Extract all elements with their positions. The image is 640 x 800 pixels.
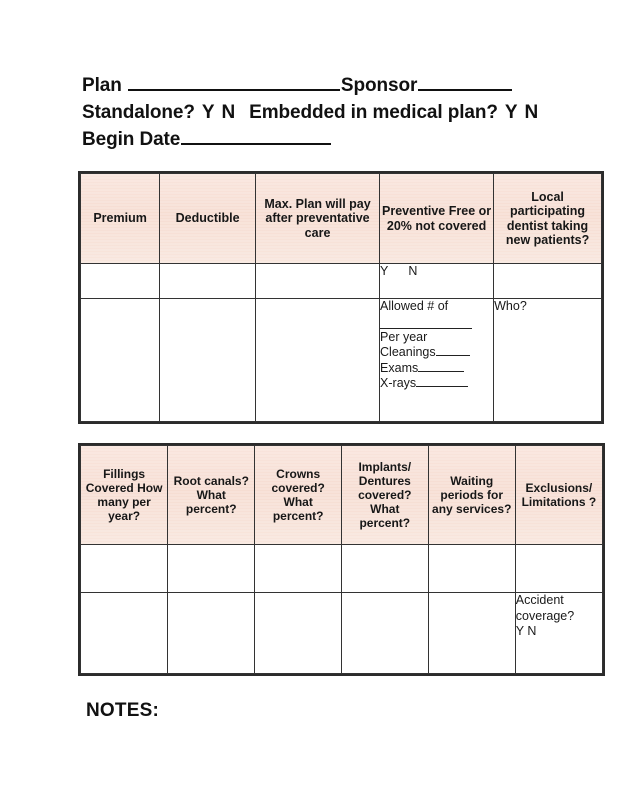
cell-waiting-periods-2[interactable] xyxy=(428,593,515,674)
accident-label-line1: Accident xyxy=(515,593,564,607)
table-header-row xyxy=(81,174,602,264)
accident-no-option[interactable]: N xyxy=(527,624,537,638)
sponsor-input-rule[interactable] xyxy=(418,74,512,91)
column-header-crowns: Crowns covered? What percent? xyxy=(255,446,342,545)
cell-exclusions-1[interactable] xyxy=(515,545,602,593)
cell-root-canals-2[interactable] xyxy=(168,593,255,674)
embedded-label: Embedded in medical plan? xyxy=(249,102,498,123)
begin-date-input-rule[interactable] xyxy=(181,128,331,145)
preventive-no-option[interactable]: N xyxy=(408,264,418,279)
cell-deductible-2[interactable] xyxy=(160,299,256,422)
standalone-no-option[interactable]: N xyxy=(221,102,236,123)
cell-max-plan-pay-1[interactable] xyxy=(256,264,380,299)
cell-fillings-2[interactable] xyxy=(81,593,168,674)
column-header-root-canals: Root canals? What percent? xyxy=(168,446,255,545)
exams-input-rule[interactable] xyxy=(418,361,464,372)
column-header-local-dentist: Local participating dentist taking new patients? xyxy=(494,174,602,264)
cleanings-input-rule[interactable] xyxy=(436,345,470,356)
cell-waiting-periods-1[interactable] xyxy=(428,545,515,593)
sponsor-label: Sponsor xyxy=(340,75,418,96)
cell-accident-coverage[interactable] xyxy=(515,593,602,674)
table-row xyxy=(81,593,603,674)
xrays-input-rule[interactable] xyxy=(416,376,468,387)
column-header-exclusions-limitations: Exclusions/ Limitations ? xyxy=(515,446,602,545)
per-year-label: Per year xyxy=(380,329,428,344)
cell-fillings-1[interactable] xyxy=(81,545,168,593)
xrays-label: X-rays xyxy=(380,376,417,391)
coverage-table-primary xyxy=(78,171,604,424)
embedded-yes-option[interactable]: Y xyxy=(504,102,518,123)
standalone-yes-option[interactable]: Y xyxy=(201,102,215,123)
column-header-fillings: Fillings Covered How many per year? xyxy=(81,446,168,545)
allowed-number-label: Allowed # of xyxy=(380,299,449,314)
cell-local-dentist-who[interactable]: Who? xyxy=(494,299,602,422)
plan-label: Plan xyxy=(82,75,122,96)
cell-root-canals-1[interactable] xyxy=(168,545,255,593)
column-header-implants-dentures: Implants/ Dentures covered? What percent? xyxy=(341,446,428,545)
notes-label: NOTES: xyxy=(86,700,159,721)
cell-implants-dentures-1[interactable] xyxy=(341,545,428,593)
plan-sponsor-line xyxy=(82,72,592,99)
cell-implants-dentures-2[interactable] xyxy=(341,593,428,674)
column-header-max-plan-pay: Max. Plan will pay after preventative care xyxy=(256,174,380,264)
table-row xyxy=(81,545,603,593)
column-header-deductible: Deductible xyxy=(160,174,256,264)
standalone-embedded-line xyxy=(82,99,592,126)
cell-crowns-1[interactable] xyxy=(255,545,342,593)
column-header-preventive: Preventive Free or 20% not covered xyxy=(380,174,494,264)
table-row xyxy=(81,264,602,299)
coverage-table-secondary xyxy=(78,443,605,676)
cell-deductible-1[interactable] xyxy=(160,264,256,299)
column-header-premium: Premium xyxy=(81,174,160,264)
standalone-label: Standalone? xyxy=(82,102,195,123)
accident-label-line2: coverage? xyxy=(515,608,575,623)
plan-input-rule[interactable] xyxy=(128,74,340,91)
embedded-no-option[interactable]: N xyxy=(524,102,539,123)
column-header-waiting-periods: Waiting periods for any services? xyxy=(428,446,515,545)
cell-preventive-yes-no[interactable] xyxy=(380,264,494,299)
allowed-number-rule[interactable] xyxy=(380,317,472,329)
cell-max-plan-pay-2[interactable] xyxy=(256,299,380,422)
cell-premium-2[interactable] xyxy=(81,299,160,422)
table-header-row xyxy=(81,446,603,545)
preventive-yes-option[interactable]: Y xyxy=(380,264,389,279)
table-row xyxy=(81,299,602,422)
accident-yes-option[interactable]: Y xyxy=(515,624,524,638)
exams-label: Exams xyxy=(380,360,419,375)
cell-premium-1[interactable] xyxy=(81,264,160,299)
form-header xyxy=(82,72,592,153)
cleanings-label: Cleanings xyxy=(380,345,436,360)
begin-date-line xyxy=(82,126,592,153)
begin-date-label: Begin Date xyxy=(82,129,181,150)
cell-local-dentist-1[interactable] xyxy=(494,264,602,299)
cell-allowed-counts[interactable] xyxy=(380,299,494,422)
cell-crowns-2[interactable] xyxy=(255,593,342,674)
